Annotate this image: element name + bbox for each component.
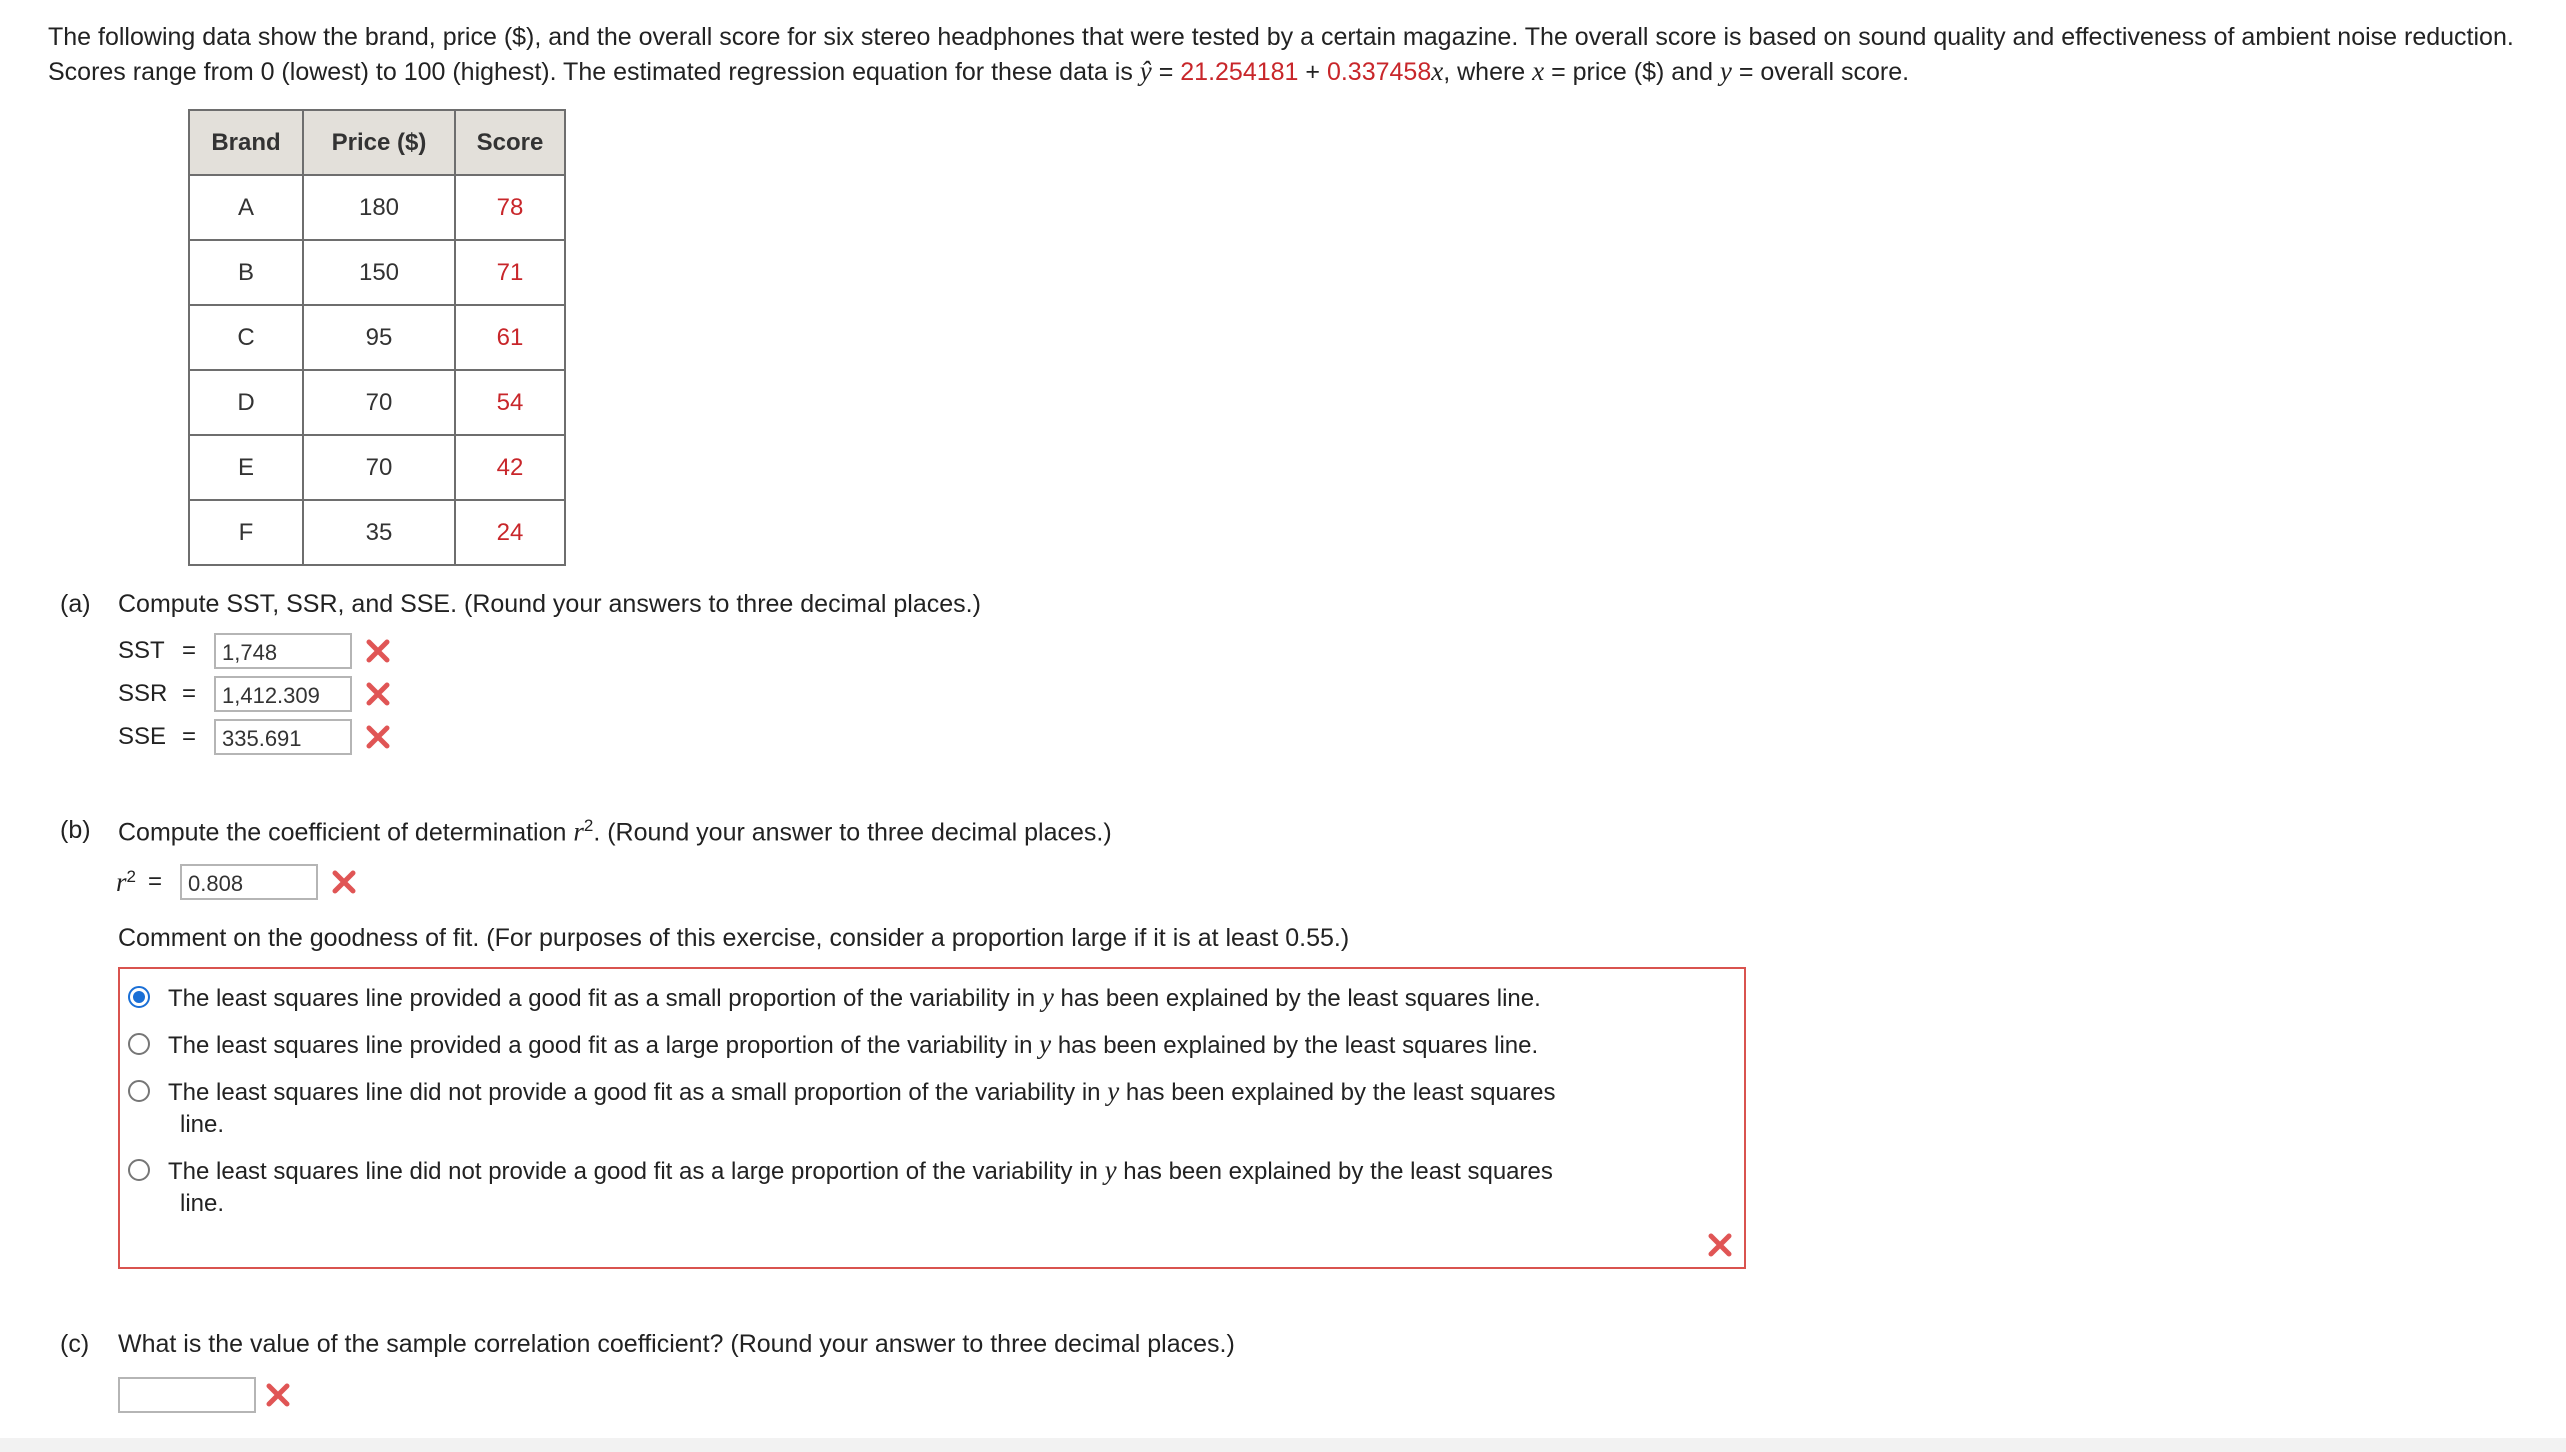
part-b-prompt-post: . (Round your answer to three decimal places.) [593,818,1112,847]
sst-input[interactable]: 1,748 [214,633,352,669]
ssr-eq: = [182,680,197,707]
radio-button[interactable] [128,1159,150,1181]
ssr-input[interactable]: 1,412.309 [214,676,352,712]
x-mark-icon [1706,1231,1734,1259]
intercept-value: 21.254181 [1180,58,1299,86]
intro-text: The following data show the brand, price ($), and the overall score for six stereo headphones that were tested by a certain magazine. The overall score is based on sound quality and effectiveness of ambient noise reduction. Scores range from 0 (lowest) to 100 (highest). The estimated regression equation for these data is [48,23,2514,86]
part-b-prompt-text: Compute the coefficient of determination [118,818,574,847]
intro-eq: = [1151,58,1181,86]
cell-score: 54 [455,370,565,435]
correlation-input[interactable] [118,1377,256,1413]
sse-label: SSE [118,723,167,750]
choice-text [168,1154,1553,1188]
radio-button[interactable] [128,1033,150,1055]
cell-price: 180 [303,175,455,240]
table-header-row [189,110,565,175]
x-mark-icon [364,723,392,751]
page-bottom-strip [0,1438,2566,1452]
choice-text-pre: The least squares line provided a good fit as a large proportion of the variability in [168,1032,1040,1059]
table-row [189,305,565,370]
choice-text-post: has been explained by the least squares line. [1051,1032,1539,1059]
sst-row [118,631,392,671]
r2-label-r: r [116,866,127,897]
intro-text-4: = overall score. [1731,58,1910,86]
ssr-row [118,674,392,714]
choice-text-pre: The least squares line did not provide a good fit as a large proportion of the variability in [168,1158,1105,1185]
part-b-prompt [118,816,1112,847]
table-row [189,370,565,435]
y-variable: y [1104,1155,1117,1185]
cell-brand: E [189,435,303,500]
part-c-letter: (c) [60,1330,90,1358]
table-row [189,500,565,565]
cell-score: 78 [455,175,565,240]
yhat-symbol: ŷ [1139,56,1152,86]
sst-label: SST [118,637,165,664]
sst-eq: = [182,637,197,664]
part-b-letter: (b) [60,816,91,844]
slope-value: 0.337458 [1326,58,1432,86]
r2-eq: = [148,868,163,895]
table-row [189,175,565,240]
x-variable-2: x [1532,56,1545,86]
goodness-of-fit-prompt: Comment on the goodness of fit. (For purposes of this exercise, consider a proportion large if it is at least 0.55.) [118,924,1350,952]
x-variable: x [1431,56,1444,86]
y-variable: y [1041,982,1054,1012]
cell-brand: A [189,175,303,240]
part-c-prompt: What is the value of the sample correlation coefficient? (Round your answer to three decimal places.) [118,1330,1235,1358]
cell-score: 24 [455,500,565,565]
x-mark-icon [330,868,358,896]
cell-price: 35 [303,500,455,565]
goodness-of-fit-choices [118,967,1746,1269]
choice-text [168,1028,1538,1062]
radio-button-selected[interactable] [128,986,150,1008]
cell-brand: D [189,370,303,435]
y-variable: y [1107,1076,1120,1106]
x-mark-icon [364,637,392,665]
radio-button[interactable] [128,1080,150,1102]
table-row [189,435,565,500]
header-score: Score [455,110,565,175]
choice-text [168,1075,1555,1109]
cell-price: 95 [303,305,455,370]
table-row [189,240,565,305]
sse-input[interactable]: 335.691 [214,719,352,755]
r2-label [116,867,148,898]
choice-text-post: has been explained by the least squares line. [1053,985,1541,1012]
cell-score: 61 [455,305,565,370]
part-a-letter: (a) [60,590,91,618]
y-variable: y [1719,56,1732,86]
ssr-label: SSR [118,680,168,707]
r2-input[interactable]: 0.808 [180,864,318,900]
cell-score: 42 [455,435,565,500]
choice-text-cont: line. [180,1190,225,1217]
x-mark-icon [264,1381,292,1409]
cell-brand: B [189,240,303,305]
x-mark-icon [364,680,392,708]
headphones-data-table [188,109,566,566]
r-symbol: r [573,816,584,847]
r2-row [116,862,358,902]
r2-label-sup: 2 [126,866,136,886]
choice-text-cont: line. [180,1111,225,1138]
sse-eq: = [182,723,197,750]
y-variable: y [1039,1029,1052,1059]
intro-plus: + [1298,58,1327,86]
cell-brand: F [189,500,303,565]
part-a-prompt: Compute SST, SSR, and SSE. (Round your answers to three decimal places.) [118,590,981,618]
cell-score: 71 [455,240,565,305]
choice-text-post: has been explained by the least squares [1116,1158,1553,1185]
sse-row [118,717,392,757]
intro-text-3: = price ($) and [1544,58,1720,86]
r-superscript: 2 [583,816,594,835]
correlation-row [118,1375,292,1415]
cell-brand: C [189,305,303,370]
problem-intro [48,20,2518,89]
cell-price: 150 [303,240,455,305]
choice-text-pre: The least squares line provided a good fit as a small proportion of the variability in [168,985,1042,1012]
cell-price: 70 [303,435,455,500]
choice-text-post: has been explained by the least squares [1119,1079,1556,1106]
choice-text-pre: The least squares line did not provide a good fit as a small proportion of the variability in [168,1079,1108,1106]
intro-text-2: , where [1443,58,1533,86]
header-price: Price ($) [303,110,455,175]
header-brand: Brand [189,110,303,175]
cell-price: 70 [303,370,455,435]
choice-text [168,981,1541,1015]
